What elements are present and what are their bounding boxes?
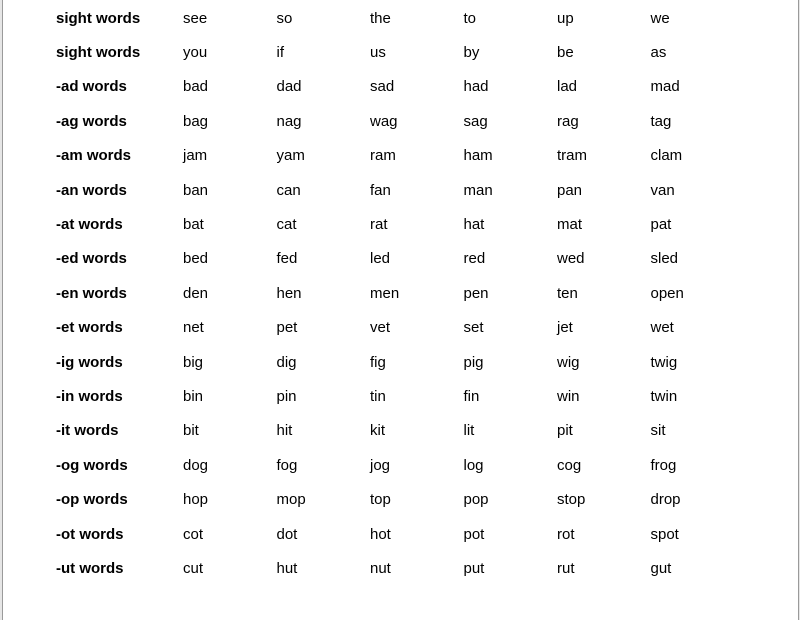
word-cell: bag [183, 112, 209, 130]
word-cell: cog [557, 456, 582, 474]
word-cell: pig [463, 353, 484, 371]
word-cell: spot [650, 525, 679, 543]
word-family-row [56, 551, 744, 585]
word-family-row [56, 414, 744, 448]
word-cell: bad [183, 78, 209, 96]
word-cell: vet [370, 319, 391, 337]
word-cell: lad [557, 78, 578, 96]
word-cell: sled [650, 250, 679, 268]
word-cell: hat [463, 216, 485, 234]
word-cell: hot [370, 525, 391, 543]
word-family-row [56, 276, 744, 310]
word-cell: pot [463, 525, 485, 543]
word-cell: if [276, 44, 284, 62]
word-cell: pen [463, 284, 489, 302]
word-cell: set [463, 319, 484, 337]
word-family-label: -og words [56, 456, 128, 474]
word-cell: can [276, 181, 301, 199]
word-cell: hut [276, 559, 298, 577]
word-family-row [56, 70, 744, 104]
word-family-label: -at words [56, 216, 123, 234]
word-cell: cut [183, 559, 204, 577]
word-cell: nut [370, 559, 391, 577]
word-family-label: -ut words [56, 559, 124, 577]
word-cell: den [183, 284, 209, 302]
word-family-row [56, 448, 744, 482]
word-family-row [56, 104, 744, 138]
word-cell: lit [463, 422, 475, 440]
word-cell: ram [370, 147, 396, 165]
word-cell: sad [370, 78, 395, 96]
word-cell: rat [370, 216, 388, 234]
word-cell: big [183, 353, 204, 371]
word-cell: dad [276, 78, 302, 96]
word-family-row [56, 35, 744, 69]
word-cell: stop [557, 491, 586, 509]
word-cell: van [650, 181, 675, 199]
word-family-row [56, 482, 744, 516]
word-family-row [56, 311, 744, 345]
word-cell: net [183, 319, 204, 337]
word-cell: fog [276, 456, 298, 474]
word-cell: pet [276, 319, 298, 337]
word-cell: tag [650, 112, 672, 130]
word-cell: sag [463, 112, 488, 130]
document-page [2, 0, 799, 620]
word-cell: men [370, 284, 400, 302]
word-cell: you [183, 44, 208, 62]
word-cell: wig [557, 353, 580, 371]
word-family-label: -an words [56, 181, 127, 199]
word-cell: jog [370, 456, 391, 474]
word-cell: fed [276, 250, 298, 268]
word-cell: hen [276, 284, 302, 302]
word-family-row [56, 517, 744, 551]
word-cell: clam [650, 147, 683, 165]
word-cell: by [463, 44, 480, 62]
word-cell: nag [276, 112, 302, 130]
word-cell: red [463, 250, 486, 268]
word-cell: yam [276, 147, 305, 165]
word-cell: sit [650, 422, 666, 440]
word-cell: pat [650, 216, 672, 234]
word-family-table [56, 1, 744, 586]
word-family-label: -et words [56, 319, 123, 337]
word-cell: put [463, 559, 485, 577]
word-cell: fin [463, 387, 480, 405]
word-family-label: -ed words [56, 250, 127, 268]
word-cell: led [370, 250, 391, 268]
word-cell: the [370, 9, 391, 27]
word-family-label: -ot words [56, 525, 124, 543]
word-cell: twig [650, 353, 678, 371]
word-cell: fan [370, 181, 391, 199]
word-cell: cot [183, 525, 204, 543]
word-cell: hit [276, 422, 293, 440]
word-cell: bit [183, 422, 199, 440]
word-cell: open [650, 284, 684, 302]
word-family-row [56, 139, 744, 173]
word-cell: gut [650, 559, 672, 577]
word-cell: ten [557, 284, 578, 302]
word-cell: bat [183, 216, 204, 234]
word-cell: ban [183, 181, 209, 199]
word-cell: so [276, 9, 293, 27]
word-cell: rag [557, 112, 579, 130]
word-cell: tin [370, 387, 386, 405]
word-family-label: -in words [56, 387, 123, 405]
word-family-label: -am words [56, 147, 132, 165]
word-family-label: -en words [56, 284, 127, 302]
word-cell: dot [276, 525, 298, 543]
word-family-label: -op words [56, 491, 128, 509]
word-cell: dig [276, 353, 297, 371]
word-family-label: -ig words [56, 353, 123, 371]
word-cell: to [463, 9, 477, 27]
word-cell: ham [463, 147, 493, 165]
word-cell: frog [650, 456, 677, 474]
word-cell: drop [650, 491, 681, 509]
word-family-row [56, 345, 744, 379]
word-family-table-body [56, 1, 744, 586]
word-family-row [56, 207, 744, 241]
word-cell: pin [276, 387, 297, 405]
word-cell: twin [650, 387, 678, 405]
word-family-row [56, 1, 744, 35]
word-cell: log [463, 456, 484, 474]
word-cell: up [557, 9, 574, 27]
word-cell: had [463, 78, 489, 96]
word-cell: dog [183, 456, 209, 474]
word-family-label: -it words [56, 422, 119, 440]
word-cell: rut [557, 559, 575, 577]
word-cell: pan [557, 181, 583, 199]
word-family-label: -ag words [56, 112, 127, 130]
word-cell: win [557, 387, 580, 405]
word-cell: as [650, 44, 667, 62]
word-cell: wag [370, 112, 398, 130]
word-cell: we [650, 9, 670, 27]
word-cell: mat [557, 216, 583, 234]
word-family-row [56, 173, 744, 207]
word-cell: top [370, 491, 391, 509]
word-cell: fig [370, 353, 386, 371]
word-cell: bin [183, 387, 204, 405]
word-cell: kit [370, 422, 385, 440]
word-family-label: sight words [56, 44, 141, 62]
word-family-row [56, 242, 744, 276]
word-cell: cat [276, 216, 297, 234]
word-cell: jam [183, 147, 208, 165]
word-family-label: -ad words [56, 78, 127, 96]
word-cell: mad [650, 78, 680, 96]
word-family-label: sight words [56, 9, 141, 27]
word-family-row [56, 379, 744, 413]
word-cell: mop [276, 491, 306, 509]
word-cell: bed [183, 250, 209, 268]
word-cell: jet [557, 319, 573, 337]
word-cell: see [183, 9, 208, 27]
word-cell: rot [557, 525, 575, 543]
word-cell: tram [557, 147, 587, 165]
word-cell: us [370, 44, 386, 62]
word-cell: man [463, 181, 493, 199]
word-cell: wed [557, 250, 585, 268]
word-cell: pit [557, 422, 573, 440]
word-cell: hop [183, 491, 209, 509]
word-cell: be [557, 44, 574, 62]
word-cell: wet [650, 319, 674, 337]
word-cell: pop [463, 491, 489, 509]
